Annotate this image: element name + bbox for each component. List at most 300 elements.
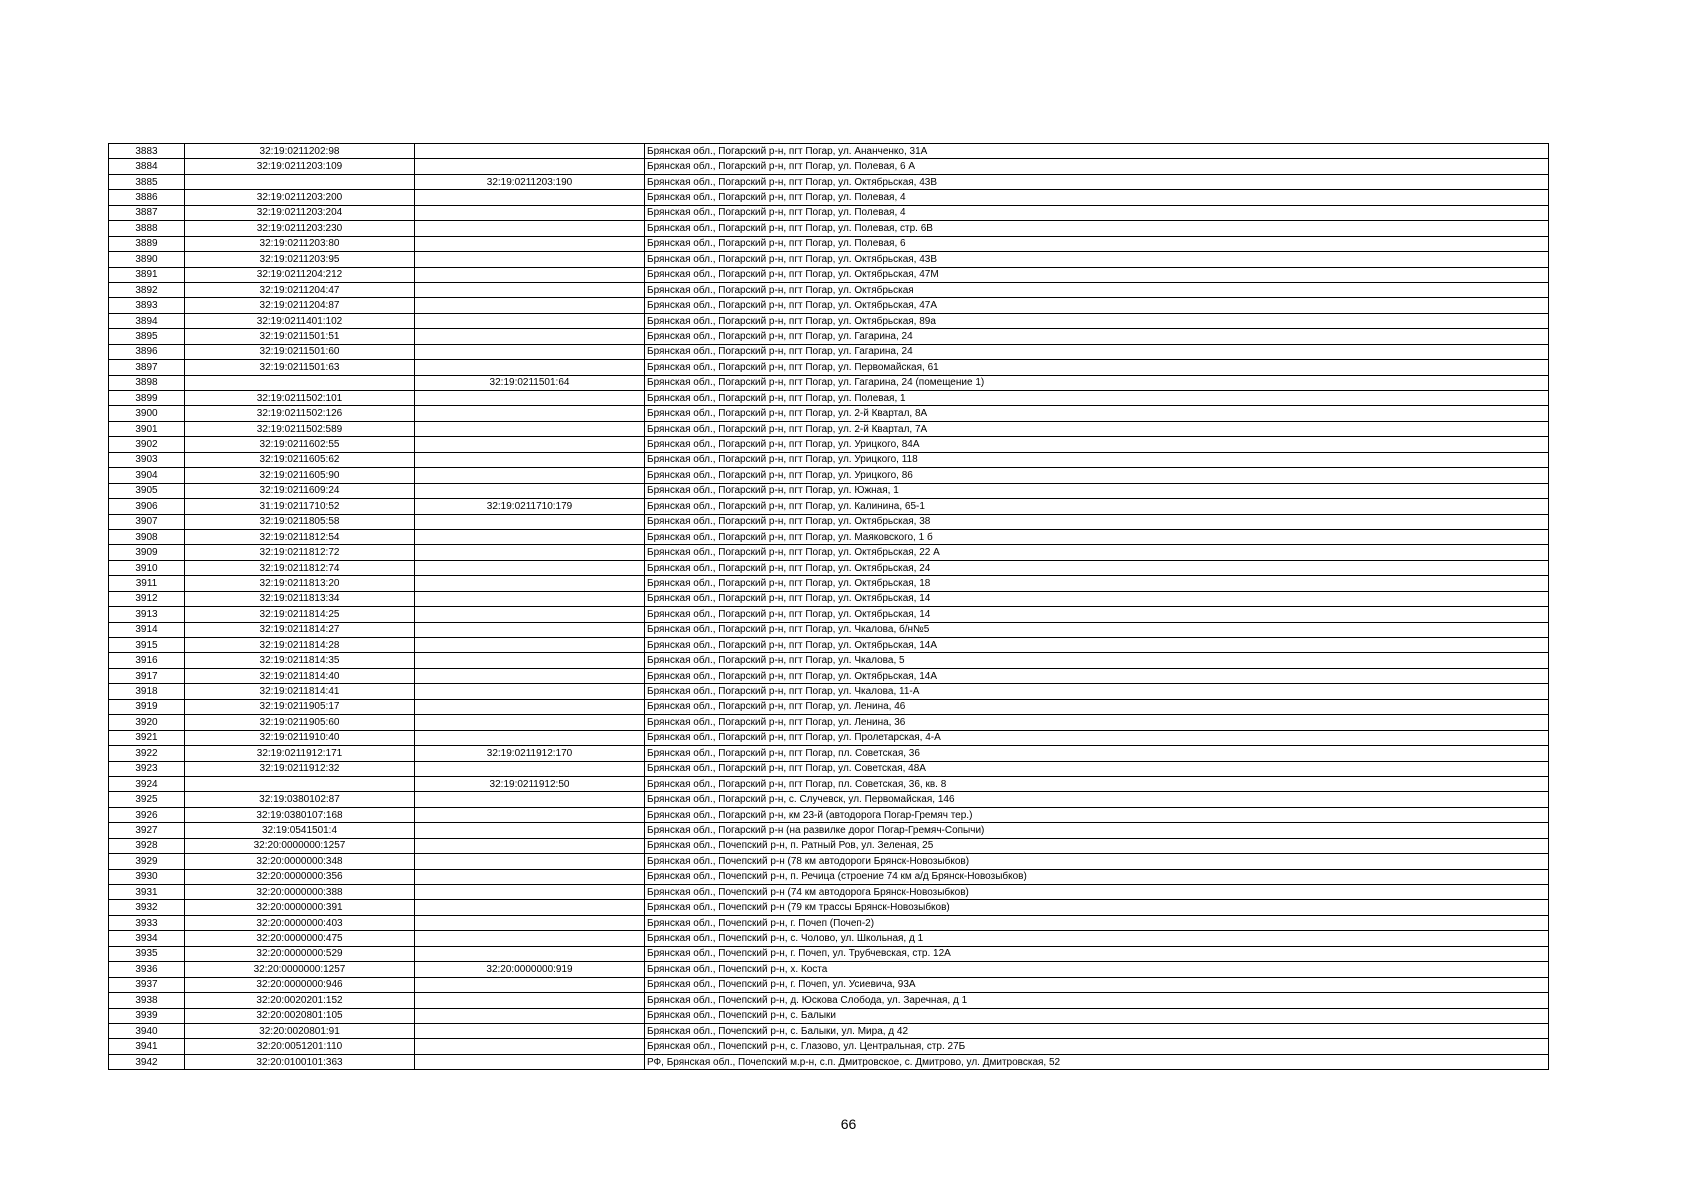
row-number-cell: 3938 — [109, 993, 185, 1008]
cadastral-number-alt-cell — [415, 684, 645, 699]
cadastral-number-alt-cell — [415, 946, 645, 961]
table-row — [109, 468, 1549, 483]
cadastral-number-alt-cell — [415, 931, 645, 946]
cadastral-number-alt-cell — [415, 900, 645, 915]
address-cell: Брянская обл., Погарский р-н, пгт Погар, ул. Октябрьская, 18 — [645, 576, 1549, 591]
cadastral-number-alt-cell — [415, 792, 645, 807]
table-row — [109, 344, 1549, 359]
cadastral-number-alt-cell — [415, 468, 645, 483]
cadastral-number-cell: 32:19:0211912:32 — [185, 761, 415, 776]
address-cell: Брянская обл., Почепский р-н, с. Чолово, ул. Школьная, д 1 — [645, 931, 1549, 946]
table-row — [109, 977, 1549, 992]
table-row — [109, 885, 1549, 900]
row-number-cell: 3898 — [109, 375, 185, 390]
cadastral-number-cell: 32:19:0211912:171 — [185, 746, 415, 761]
cadastral-number-alt-cell — [415, 993, 645, 1008]
row-number-cell: 3932 — [109, 900, 185, 915]
cadastral-number-alt-cell: 32:19:0211203:190 — [415, 174, 645, 189]
table-row — [109, 638, 1549, 653]
row-number-cell: 3918 — [109, 684, 185, 699]
cadastral-number-cell: 32:20:0020801:105 — [185, 1008, 415, 1023]
cadastral-number-cell: 32:19:0211805:58 — [185, 514, 415, 529]
cadastral-number-cell: 32:19:0211813:34 — [185, 591, 415, 606]
cadastral-number-alt-cell: 32:19:0211501:64 — [415, 375, 645, 390]
cadastral-number-cell: 32:20:0020201:152 — [185, 993, 415, 1008]
address-cell: Брянская обл., Погарский р-н, пгт Погар, ул. Ленина, 46 — [645, 699, 1549, 714]
address-cell: РФ, Брянская обл., Почепский м.р-н, с.п. Дмитровское, с. Дмитрово, ул. Дмитровская, 52 — [645, 1054, 1549, 1069]
address-cell: Брянская обл., Погарский р-н, пгт Погар, ул. Ленина, 36 — [645, 715, 1549, 730]
address-cell: Брянская обл., Погарский р-н, пгт Погар, ул. Октябрьская, 14А — [645, 668, 1549, 683]
row-number-cell: 3927 — [109, 823, 185, 838]
address-cell: Брянская обл., Погарский р-н, пгт Погар, ул. Пролетарская, 4-А — [645, 730, 1549, 745]
cadastral-number-alt-cell — [415, 313, 645, 328]
row-number-cell: 3929 — [109, 854, 185, 869]
table-row — [109, 946, 1549, 961]
cadastral-number-cell: 32:19:0211812:72 — [185, 545, 415, 560]
table-row — [109, 545, 1549, 560]
table-row — [109, 838, 1549, 853]
cadastral-number-alt-cell — [415, 885, 645, 900]
cadastral-number-alt-cell — [415, 452, 645, 467]
table-row — [109, 622, 1549, 637]
row-number-cell: 3888 — [109, 221, 185, 236]
table-row — [109, 159, 1549, 174]
row-number-cell: 3910 — [109, 560, 185, 575]
row-number-cell: 3922 — [109, 746, 185, 761]
table-row — [109, 715, 1549, 730]
row-number-cell: 3901 — [109, 421, 185, 436]
row-number-cell: 3924 — [109, 776, 185, 791]
address-cell: Брянская обл., Погарский р-н, пгт Погар, ул. Октябрьская, 43В — [645, 252, 1549, 267]
row-number-cell: 3925 — [109, 792, 185, 807]
table-row — [109, 653, 1549, 668]
cadastral-number-alt-cell — [415, 406, 645, 421]
cadastral-number-cell: 32:19:0541501:4 — [185, 823, 415, 838]
cadastral-number-alt-cell — [415, 854, 645, 869]
table-row — [109, 684, 1549, 699]
cadastral-number-alt-cell — [415, 1008, 645, 1023]
address-cell: Брянская обл., Погарский р-н, пгт Погар, ул. Урицкого, 84А — [645, 437, 1549, 452]
cadastral-number-cell: 32:19:0211204:47 — [185, 282, 415, 297]
table-row — [109, 360, 1549, 375]
cadastral-number-cell: 32:19:0211202:98 — [185, 144, 415, 159]
row-number-cell: 3916 — [109, 653, 185, 668]
cadastral-number-cell: 32:19:0211203:95 — [185, 252, 415, 267]
address-cell: Брянская обл., Погарский р-н, пгт Погар, ул. Урицкого, 118 — [645, 452, 1549, 467]
address-cell: Брянская обл., Погарский р-н, пгт Погар, ул. Октябрьская, 24 — [645, 560, 1549, 575]
cadastral-number-alt-cell — [415, 1039, 645, 1054]
address-cell: Брянская обл., Погарский р-н, пгт Погар, ул. Октябрьская, 47А — [645, 298, 1549, 313]
cadastral-number-cell: 32:19:0211812:54 — [185, 529, 415, 544]
address-cell: Брянская обл., Погарский р-н, пгт Погар, ул. Гагарина, 24 — [645, 344, 1549, 359]
cadastral-number-alt-cell: 32:19:0211912:50 — [415, 776, 645, 791]
address-cell: Брянская обл., Почепский р-н, г. Почеп, ул. Усиевича, 93А — [645, 977, 1549, 992]
cadastral-number-alt-cell — [415, 838, 645, 853]
row-number-cell: 3921 — [109, 730, 185, 745]
cadastral-number-cell: 32:19:0211814:40 — [185, 668, 415, 683]
address-cell: Брянская обл., Погарский р-н, пгт Погар, ул. Южная, 1 — [645, 483, 1549, 498]
cadastral-number-alt-cell — [415, 761, 645, 776]
page-number: 66 — [840, 1116, 857, 1132]
cadastral-number-alt-cell — [415, 221, 645, 236]
cadastral-number-alt-cell — [415, 514, 645, 529]
row-number-cell: 3900 — [109, 406, 185, 421]
cadastral-number-alt-cell — [415, 252, 645, 267]
cadastral-number-alt-cell — [415, 699, 645, 714]
cadastral-number-cell: 32:19:0211502:126 — [185, 406, 415, 421]
address-cell: Брянская обл., Погарский р-н, пгт Погар, пл. Советская, 36, кв. 8 — [645, 776, 1549, 791]
address-cell: Брянская обл., Погарский р-н, пгт Погар, ул. Октябрьская, 38 — [645, 514, 1549, 529]
table-row — [109, 730, 1549, 745]
table-row — [109, 437, 1549, 452]
row-number-cell: 3897 — [109, 360, 185, 375]
table-row — [109, 329, 1549, 344]
address-cell: Брянская обл., Почепский р-н, г. Почеп, ул. Трубчевская, стр. 12А — [645, 946, 1549, 961]
table-row — [109, 267, 1549, 282]
cadastral-number-alt-cell — [415, 360, 645, 375]
row-number-cell: 3917 — [109, 668, 185, 683]
cadastral-number-cell: 32:19:0380102:87 — [185, 792, 415, 807]
address-cell: Брянская обл., Погарский р-н, пгт Погар, ул. Октябрьская, 14 — [645, 591, 1549, 606]
cadastral-number-alt-cell — [415, 915, 645, 930]
table-row — [109, 391, 1549, 406]
address-cell: Брянская обл., Погарский р-н, пгт Погар, ул. Полевая, 1 — [645, 391, 1549, 406]
cadastral-number-cell: 32:19:0211203:80 — [185, 236, 415, 251]
table-row — [109, 576, 1549, 591]
cadastral-number-alt-cell — [415, 421, 645, 436]
table-row — [109, 746, 1549, 761]
cadastral-number-cell: 32:20:0000000:1257 — [185, 962, 415, 977]
table-row — [109, 499, 1549, 514]
address-cell: Брянская обл., Почепский р-н (78 км автодороги Брянск-Новозыбков) — [645, 854, 1549, 869]
cadastral-number-cell: 32:20:0000000:475 — [185, 931, 415, 946]
registry-table — [108, 143, 1549, 1070]
row-number-cell: 3939 — [109, 1008, 185, 1023]
row-number-cell: 3904 — [109, 468, 185, 483]
row-number-cell: 3933 — [109, 915, 185, 930]
cadastral-number-cell: 32:19:0211203:200 — [185, 190, 415, 205]
table-row — [109, 483, 1549, 498]
table-row — [109, 900, 1549, 915]
row-number-cell: 3935 — [109, 946, 185, 961]
cadastral-number-alt-cell — [415, 977, 645, 992]
table-row — [109, 174, 1549, 189]
row-number-cell: 3907 — [109, 514, 185, 529]
address-cell: Брянская обл., Погарский р-н, пгт Погар, ул. Полевая, 6 — [645, 236, 1549, 251]
address-cell: Брянская обл., Погарский р-н, пгт Погар, ул. Маяковского, 1 б — [645, 529, 1549, 544]
cadastral-number-cell: 32:19:0211401:102 — [185, 313, 415, 328]
address-cell: Брянская обл., Погарский р-н, пгт Погар, ул. Чкалова, б/н№5 — [645, 622, 1549, 637]
row-number-cell: 3884 — [109, 159, 185, 174]
address-cell: Брянская обл., Погарский р-н, пгт Погар, ул. Октябрьская, 22 А — [645, 545, 1549, 560]
cadastral-number-cell: 32:20:0000000:946 — [185, 977, 415, 992]
table-row — [109, 205, 1549, 220]
cadastral-number-alt-cell — [415, 1023, 645, 1038]
address-cell: Брянская обл., Почепский р-н, п. Ратный Ров, ул. Зеленая, 25 — [645, 838, 1549, 853]
table-row — [109, 144, 1549, 159]
address-cell: Брянская обл., Погарский р-н, пгт Погар, ул. Полевая, 6 А — [645, 159, 1549, 174]
cadastral-number-alt-cell — [415, 591, 645, 606]
row-number-cell: 3893 — [109, 298, 185, 313]
table-row — [109, 1008, 1549, 1023]
row-number-cell: 3883 — [109, 144, 185, 159]
table-row — [109, 560, 1549, 575]
cadastral-number-alt-cell — [415, 236, 645, 251]
table-row — [109, 313, 1549, 328]
table-row — [109, 1054, 1549, 1069]
row-number-cell: 3902 — [109, 437, 185, 452]
cadastral-number-cell: 32:19:0211609:24 — [185, 483, 415, 498]
cadastral-number-cell: 32:19:0211813:20 — [185, 576, 415, 591]
cadastral-number-alt-cell — [415, 668, 645, 683]
row-number-cell: 3911 — [109, 576, 185, 591]
row-number-cell: 3887 — [109, 205, 185, 220]
table-row — [109, 282, 1549, 297]
cadastral-number-cell: 32:20:0020801:91 — [185, 1023, 415, 1038]
address-cell: Брянская обл., Погарский р-н, с. Случевск, ул. Первомайская, 146 — [645, 792, 1549, 807]
row-number-cell: 3890 — [109, 252, 185, 267]
table-row — [109, 406, 1549, 421]
table-row — [109, 1023, 1549, 1038]
row-number-cell: 3894 — [109, 313, 185, 328]
cadastral-number-alt-cell: 32:19:0211912:170 — [415, 746, 645, 761]
cadastral-number-cell: 32:19:0211602:55 — [185, 437, 415, 452]
address-cell: Брянская обл., Погарский р-н, км 23-й (автодорога Погар-Гремяч тер.) — [645, 807, 1549, 822]
table-row — [109, 823, 1549, 838]
table-row — [109, 668, 1549, 683]
cadastral-number-alt-cell — [415, 483, 645, 498]
table-row — [109, 869, 1549, 884]
row-number-cell: 3930 — [109, 869, 185, 884]
cadastral-number-cell — [185, 375, 415, 390]
row-number-cell: 3914 — [109, 622, 185, 637]
row-number-cell: 3928 — [109, 838, 185, 853]
cadastral-number-alt-cell — [415, 437, 645, 452]
address-cell: Брянская обл., Погарский р-н, пгт Погар, ул. Урицкого, 86 — [645, 468, 1549, 483]
table-row — [109, 514, 1549, 529]
cadastral-number-alt-cell — [415, 159, 645, 174]
cadastral-number-cell — [185, 174, 415, 189]
row-number-cell: 3892 — [109, 282, 185, 297]
cadastral-number-cell: 31:19:0211710:52 — [185, 499, 415, 514]
address-cell: Брянская обл., Погарский р-н, пгт Погар, ул. Октябрьская, 14 — [645, 607, 1549, 622]
cadastral-number-alt-cell — [415, 807, 645, 822]
address-cell: Брянская обл., Погарский р-н, пгт Погар, ул. Первомайская, 61 — [645, 360, 1549, 375]
cadastral-number-cell: 32:19:0211501:63 — [185, 360, 415, 375]
row-number-cell: 3913 — [109, 607, 185, 622]
row-number-cell: 3891 — [109, 267, 185, 282]
cadastral-number-cell: 32:19:0211605:62 — [185, 452, 415, 467]
cadastral-number-alt-cell: 32:19:0211710:179 — [415, 499, 645, 514]
cadastral-number-cell: 32:19:0211204:87 — [185, 298, 415, 313]
table-row — [109, 252, 1549, 267]
cadastral-number-alt-cell — [415, 529, 645, 544]
row-number-cell: 3905 — [109, 483, 185, 498]
address-cell: Брянская обл., Погарский р-н, пгт Погар, ул. Гагарина, 24 (помещение 1) — [645, 375, 1549, 390]
address-cell: Брянская обл., Почепский р-н, с. Балыки — [645, 1008, 1549, 1023]
cadastral-number-cell: 32:19:0211905:17 — [185, 699, 415, 714]
cadastral-number-cell: 32:19:0380107:168 — [185, 807, 415, 822]
row-number-cell: 3906 — [109, 499, 185, 514]
row-number-cell: 3926 — [109, 807, 185, 822]
address-cell: Брянская обл., Погарский р-н, пгт Погар, ул. Советская, 48А — [645, 761, 1549, 776]
address-cell: Брянская обл., Погарский р-н, пгт Погар, ул. Октябрьская, 89а — [645, 313, 1549, 328]
cadastral-number-cell: 32:20:0000000:391 — [185, 900, 415, 915]
table-row — [109, 993, 1549, 1008]
cadastral-number-alt-cell — [415, 298, 645, 313]
cadastral-number-cell: 32:19:0211905:60 — [185, 715, 415, 730]
table-row — [109, 607, 1549, 622]
table-row — [109, 452, 1549, 467]
cadastral-number-cell — [185, 776, 415, 791]
cadastral-number-alt-cell — [415, 267, 645, 282]
table-row — [109, 854, 1549, 869]
address-cell: Брянская обл., Почепский р-н, с. Глазово, ул. Центральная, стр. 27Б — [645, 1039, 1549, 1054]
address-cell: Брянская обл., Погарский р-н, пгт Погар, ул. Калинина, 65-1 — [645, 499, 1549, 514]
row-number-cell: 3909 — [109, 545, 185, 560]
cadastral-number-alt-cell — [415, 638, 645, 653]
cadastral-number-alt-cell — [415, 607, 645, 622]
cadastral-number-cell: 32:20:0000000:1257 — [185, 838, 415, 853]
address-cell: Брянская обл., Почепский р-н (79 км трассы Брянск-Новозыбков) — [645, 900, 1549, 915]
cadastral-number-cell: 32:19:0211203:109 — [185, 159, 415, 174]
cadastral-number-alt-cell — [415, 869, 645, 884]
cadastral-number-cell: 32:19:0211502:101 — [185, 391, 415, 406]
row-number-cell: 3899 — [109, 391, 185, 406]
row-number-cell: 3903 — [109, 452, 185, 467]
cadastral-number-cell: 32:19:0211814:27 — [185, 622, 415, 637]
row-number-cell: 3936 — [109, 962, 185, 977]
cadastral-number-cell: 32:20:0000000:388 — [185, 885, 415, 900]
registry-table-body — [109, 144, 1549, 1070]
table-row — [109, 298, 1549, 313]
row-number-cell: 3912 — [109, 591, 185, 606]
row-number-cell: 3885 — [109, 174, 185, 189]
table-row — [109, 699, 1549, 714]
row-number-cell: 3941 — [109, 1039, 185, 1054]
table-row — [109, 221, 1549, 236]
address-cell: Брянская обл., Погарский р-н, пгт Погар, ул. Полевая, стр. 6В — [645, 221, 1549, 236]
cadastral-number-alt-cell — [415, 344, 645, 359]
cadastral-number-alt-cell — [415, 545, 645, 560]
row-number-cell: 3934 — [109, 931, 185, 946]
row-number-cell: 3886 — [109, 190, 185, 205]
cadastral-number-alt-cell — [415, 1054, 645, 1069]
row-number-cell: 3923 — [109, 761, 185, 776]
address-cell: Брянская обл., Погарский р-н, пгт Погар, ул. Октябрьская, 14А — [645, 638, 1549, 653]
table-row — [109, 931, 1549, 946]
row-number-cell: 3937 — [109, 977, 185, 992]
table-row — [109, 792, 1549, 807]
cadastral-number-cell: 32:19:0211203:230 — [185, 221, 415, 236]
row-number-cell: 3896 — [109, 344, 185, 359]
cadastral-number-alt-cell — [415, 730, 645, 745]
address-cell: Брянская обл., Погарский р-н, пгт Погар, ул. Полевая, 4 — [645, 205, 1549, 220]
cadastral-number-cell: 32:19:0211814:41 — [185, 684, 415, 699]
cadastral-number-cell: 32:19:0211910:40 — [185, 730, 415, 745]
cadastral-number-cell: 32:19:0211605:90 — [185, 468, 415, 483]
table-row — [109, 375, 1549, 390]
cadastral-number-alt-cell — [415, 560, 645, 575]
cadastral-number-alt-cell: 32:20:0000000:919 — [415, 962, 645, 977]
cadastral-number-alt-cell — [415, 329, 645, 344]
cadastral-number-cell: 32:19:0211814:28 — [185, 638, 415, 653]
cadastral-number-alt-cell — [415, 391, 645, 406]
address-cell: Брянская обл., Погарский р-н, пгт Погар, ул. 2-й Квартал, 8А — [645, 406, 1549, 421]
cadastral-number-cell: 32:20:0000000:348 — [185, 854, 415, 869]
cadastral-number-cell: 32:19:0211814:25 — [185, 607, 415, 622]
table-row — [109, 421, 1549, 436]
cadastral-number-cell: 32:20:0000000:403 — [185, 915, 415, 930]
cadastral-number-alt-cell — [415, 144, 645, 159]
cadastral-number-alt-cell — [415, 190, 645, 205]
row-number-cell: 3920 — [109, 715, 185, 730]
cadastral-number-alt-cell — [415, 653, 645, 668]
address-cell: Брянская обл., Погарский р-н, пгт Погар, ул. Ананченко, 31А — [645, 144, 1549, 159]
address-cell: Брянская обл., Погарский р-н (на развилке дорог Погар-Гремяч-Сопычи) — [645, 823, 1549, 838]
address-cell: Брянская обл., Почепский р-н (74 км автодорога Брянск-Новозыбков) — [645, 885, 1549, 900]
row-number-cell: 3908 — [109, 529, 185, 544]
table-row — [109, 190, 1549, 205]
table-row — [109, 1039, 1549, 1054]
cadastral-number-cell: 32:20:0000000:356 — [185, 869, 415, 884]
row-number-cell: 3919 — [109, 699, 185, 714]
cadastral-number-alt-cell — [415, 576, 645, 591]
address-cell: Брянская обл., Погарский р-н, пгт Погар, ул. Чкалова, 5 — [645, 653, 1549, 668]
cadastral-number-alt-cell — [415, 823, 645, 838]
cadastral-number-alt-cell — [415, 205, 645, 220]
table-row — [109, 591, 1549, 606]
row-number-cell: 3895 — [109, 329, 185, 344]
row-number-cell: 3915 — [109, 638, 185, 653]
table-row — [109, 915, 1549, 930]
address-cell: Брянская обл., Почепский р-н, п. Речица (строение 74 км а/д Брянск-Новозыбков) — [645, 869, 1549, 884]
table-row — [109, 776, 1549, 791]
address-cell: Брянская обл., Погарский р-н, пгт Погар, ул. Чкалова, 11-А — [645, 684, 1549, 699]
address-cell: Брянская обл., Погарский р-н, пгт Погар, пл. Советская, 36 — [645, 746, 1549, 761]
cadastral-number-cell: 32:19:0211502:589 — [185, 421, 415, 436]
cadastral-number-cell: 32:20:0051201:110 — [185, 1039, 415, 1054]
cadastral-number-alt-cell — [415, 715, 645, 730]
address-cell: Брянская обл., Погарский р-н, пгт Погар, ул. Полевая, 4 — [645, 190, 1549, 205]
row-number-cell: 3940 — [109, 1023, 185, 1038]
address-cell: Брянская обл., Погарский р-н, пгт Погар, ул. Октябрьская, 43В — [645, 174, 1549, 189]
address-cell: Брянская обл., Погарский р-н, пгт Погар, ул. 2-й Квартал, 7А — [645, 421, 1549, 436]
cadastral-number-cell: 32:19:0211814:35 — [185, 653, 415, 668]
cadastral-number-cell: 32:19:0211501:51 — [185, 329, 415, 344]
address-cell: Брянская обл., Погарский р-н, пгт Погар, ул. Октябрьская — [645, 282, 1549, 297]
table-row — [109, 236, 1549, 251]
cadastral-number-cell: 32:19:0211203:204 — [185, 205, 415, 220]
address-cell: Брянская обл., Почепский р-н, с. Балыки, ул. Мира, д 42 — [645, 1023, 1549, 1038]
row-number-cell: 3931 — [109, 885, 185, 900]
table-row — [109, 761, 1549, 776]
address-cell: Брянская обл., Почепский р-н, д. Юскова Слобода, ул. Заречная, д 1 — [645, 993, 1549, 1008]
cadastral-number-cell: 32:20:0100101:363 — [185, 1054, 415, 1069]
cadastral-number-cell: 32:19:0211812:74 — [185, 560, 415, 575]
address-cell: Брянская обл., Почепский р-н, г. Почеп (Почеп-2) — [645, 915, 1549, 930]
cadastral-number-cell: 32:19:0211204:212 — [185, 267, 415, 282]
row-number-cell: 3889 — [109, 236, 185, 251]
cadastral-number-cell: 32:19:0211501:60 — [185, 344, 415, 359]
cadastral-number-alt-cell — [415, 622, 645, 637]
address-cell: Брянская обл., Погарский р-н, пгт Погар, ул. Октябрьская, 47М — [645, 267, 1549, 282]
cadastral-number-alt-cell — [415, 282, 645, 297]
table-row — [109, 962, 1549, 977]
cadastral-number-cell: 32:20:0000000:529 — [185, 946, 415, 961]
address-cell: Брянская обл., Погарский р-н, пгт Погар, ул. Гагарина, 24 — [645, 329, 1549, 344]
table-row — [109, 807, 1549, 822]
